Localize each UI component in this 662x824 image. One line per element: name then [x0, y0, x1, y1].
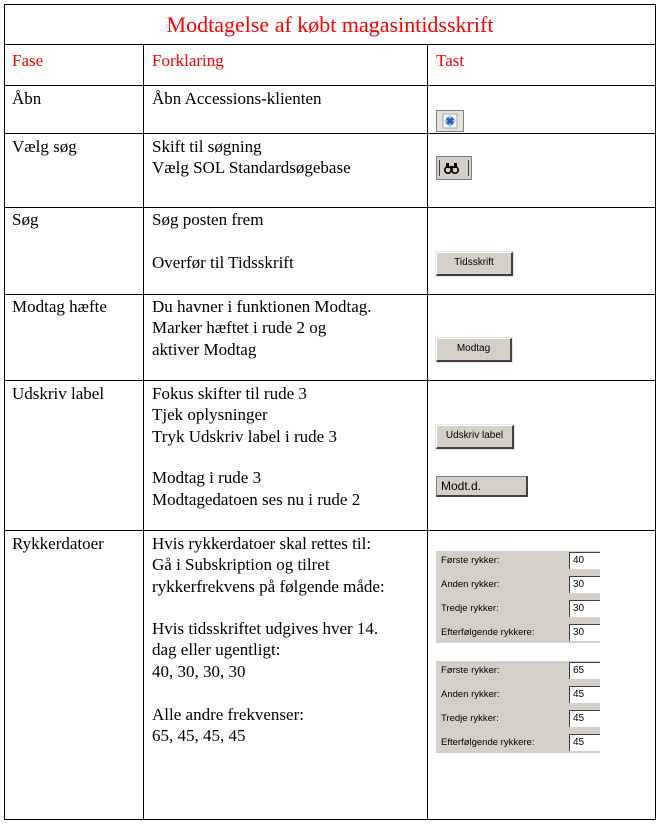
rykker-row [436, 709, 600, 731]
title-cell [4, 4, 656, 45]
rykker-label: Tredje rykker: [441, 603, 499, 614]
fase-label: Søg [12, 210, 39, 229]
rykker-label: Anden rykker: [441, 579, 500, 590]
rykker-label: Første rykker: [441, 665, 500, 676]
forklaring-line: Overfør til Tidsskrift [152, 253, 294, 272]
column-divider [143, 44, 144, 820]
row-divider [4, 133, 656, 134]
forklaring-line: Marker hæftet i rude 2 og [152, 318, 327, 337]
rykker-input[interactable]: 30 [569, 600, 600, 617]
rykker-input[interactable]: 40 [569, 552, 600, 569]
binoculars-icon[interactable] [436, 156, 472, 180]
rykker-panel-1 [436, 551, 600, 643]
forklaring-line: 40, 30, 30, 30 [152, 662, 246, 681]
header-tast: Tast [436, 51, 465, 70]
forklaring-line: Skift til søgning [152, 137, 262, 156]
forklaring-line: Åbn Accessions-klienten [152, 89, 322, 108]
forklaring-line: Fokus skifter til rude 3 [152, 384, 307, 403]
rykker-label: Efterfølgende rykkere: [441, 737, 535, 748]
forklaring-line: Tryk Udskriv label i rude 3 [152, 427, 337, 446]
forklaring-line: Hvis tidsskriftet udgives hver 14. [152, 619, 379, 638]
column-divider [427, 44, 428, 820]
forklaring-line: Modtagedatoen ses nu i rude 2 [152, 490, 361, 509]
rykker-row [436, 733, 600, 755]
fase-label: Rykkerdatoer [12, 534, 104, 553]
row-divider [4, 207, 656, 208]
forklaring-line: Hvis rykkerdatoer skal rettes til: [152, 534, 372, 553]
row-divider [4, 380, 656, 381]
tidsskrift-button[interactable]: Tidsskrift [436, 252, 513, 276]
forklaring-line: Gå i Subskription og tilret [152, 555, 330, 574]
rykker-row [436, 661, 600, 683]
forklaring-line: 65, 45, 45, 45 [152, 726, 246, 745]
rykker-row [436, 599, 600, 621]
rykker-label: Anden rykker: [441, 689, 500, 700]
rykker-row [436, 623, 600, 645]
rykker-input[interactable]: 45 [569, 710, 600, 727]
accession-icon[interactable] [436, 110, 464, 132]
forklaring-line: Modtag i rude 3 [152, 468, 262, 487]
page-title: Modtagelse af købt magasintidsskrift [166, 12, 494, 37]
forklaring-line: Vælg SOL Standardsøgebase [152, 158, 351, 177]
udskriv-label-button[interactable]: Udskriv label [436, 425, 514, 449]
rykker-input[interactable]: 65 [569, 662, 600, 679]
rykker-row [436, 685, 600, 707]
rykker-input[interactable]: 45 [569, 734, 600, 751]
forklaring-line: aktiver Modtag [152, 340, 257, 359]
forklaring-line: Tjek oplysninger [152, 405, 268, 424]
rykker-panel-2 [436, 661, 600, 753]
fase-label: Modtag hæfte [12, 297, 107, 316]
forklaring-line: rykkerfrekvens på følgende måde: [152, 577, 385, 596]
rykker-input[interactable]: 30 [569, 624, 600, 641]
rykker-label: Tredje rykker: [441, 713, 499, 724]
header-forklaring: Forklaring [152, 51, 224, 70]
modt-d-field[interactable]: Modt.d. [436, 476, 528, 497]
rykker-label: Første rykker: [441, 555, 500, 566]
header-fase: Fase [12, 51, 44, 70]
rykker-row [436, 575, 600, 597]
rykker-label: Efterfølgende rykkere: [441, 627, 535, 638]
rykker-input[interactable]: 45 [569, 686, 600, 703]
fase-label: Udskriv label [12, 384, 105, 403]
rykker-row [436, 551, 600, 573]
forklaring-line: dag eller ugentligt: [152, 640, 281, 659]
rykker-input[interactable]: 30 [569, 576, 600, 593]
fase-label: Åbn [12, 89, 42, 108]
row-divider [4, 85, 656, 86]
forklaring-line: Alle andre frekvenser: [152, 705, 304, 724]
row-divider [4, 530, 656, 531]
modtag-button[interactable]: Modtag [436, 338, 512, 362]
row-divider [4, 294, 656, 295]
forklaring-line: Du havner i funktionen Modtag. [152, 297, 372, 316]
forklaring-line: Søg posten frem [152, 210, 264, 229]
fase-label: Vælg søg [12, 137, 77, 156]
